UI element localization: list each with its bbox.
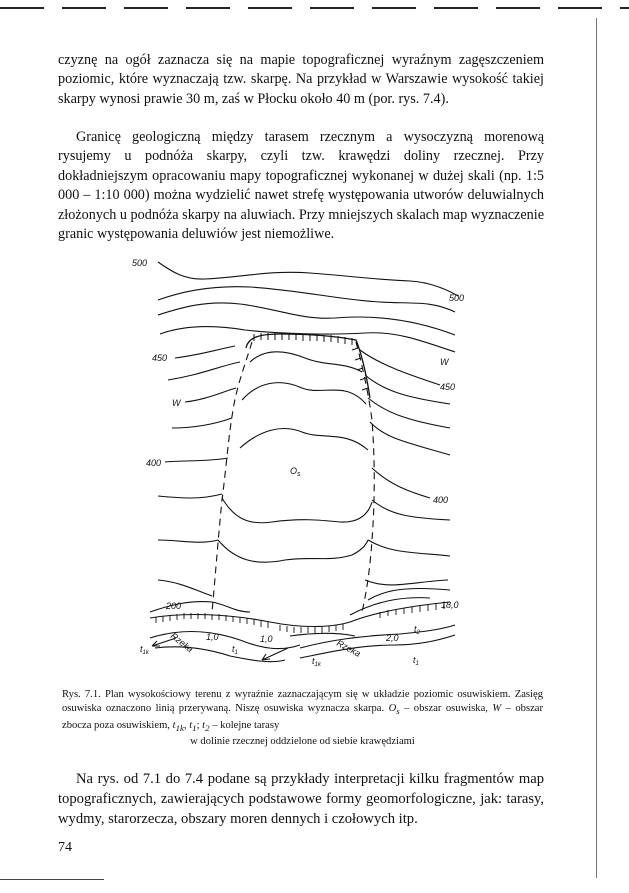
contour-line bbox=[370, 422, 450, 455]
river-bank bbox=[150, 632, 300, 649]
page-number: 74 bbox=[58, 840, 72, 855]
contour-line bbox=[158, 303, 455, 335]
contour-200 bbox=[150, 602, 250, 612]
label-w-right: W bbox=[440, 357, 449, 367]
figure-caption bbox=[62, 688, 543, 749]
contour-line bbox=[365, 580, 448, 585]
contour-line bbox=[365, 375, 450, 404]
paragraph-3: Na rys. od 7.1 do 7.4 podane są przykłady interpretacji kilku fragmentów map topograficznych, zawierających podstawowe formy geomorfologiczne, jak: tarasy, wydmy, starorzecza, obszary moren dennych i czołowych itp. bbox=[58, 771, 544, 828]
contour-line bbox=[158, 580, 212, 596]
caption-os-sub: s bbox=[396, 706, 400, 717]
label-450-right: 450 bbox=[440, 382, 456, 392]
river-bank bbox=[155, 647, 285, 662]
header-rule bbox=[0, 7, 629, 9]
label-2-0: 2,0 bbox=[386, 633, 399, 643]
contour-400-right bbox=[372, 468, 430, 498]
caption-t1-sub: 1 bbox=[192, 722, 197, 733]
scarp-hatching bbox=[254, 333, 368, 390]
label-w-left: W bbox=[172, 398, 181, 408]
label-river-2: Rzeka bbox=[335, 637, 363, 659]
contour-w-left bbox=[185, 388, 236, 402]
terrace-edge-hatching bbox=[156, 603, 444, 633]
label-500-left: 500 bbox=[132, 258, 148, 268]
contour-line bbox=[368, 540, 450, 556]
label-450-left: 450 bbox=[152, 353, 168, 363]
contour-inner bbox=[242, 383, 366, 404]
contour-line bbox=[160, 327, 455, 352]
contour-inner bbox=[240, 429, 368, 450]
caption-t1: t bbox=[189, 719, 193, 731]
contour-line bbox=[368, 398, 450, 428]
contour-line bbox=[172, 418, 232, 428]
label-t1k-b: $t_{1k}$ bbox=[312, 656, 321, 668]
contour-line bbox=[168, 362, 240, 380]
label-1-0-b: 1,0 bbox=[260, 634, 273, 644]
caption-tail: – kolejne tarasy bbox=[209, 719, 280, 731]
caption-t1k-sub: 1k bbox=[175, 722, 184, 733]
contour-450-left bbox=[175, 346, 235, 358]
label-os: $O_s$ bbox=[290, 466, 301, 478]
caption-t1k: t bbox=[172, 719, 176, 731]
landslide-boundary bbox=[212, 342, 374, 612]
contour-450-right bbox=[360, 350, 440, 385]
contour-inner bbox=[218, 540, 368, 562]
river-arrow bbox=[262, 648, 288, 660]
contour-line bbox=[368, 588, 450, 600]
paragraph-1: czyznę na ogół zaznacza się na mapie topograficznej wyraźnym zagęszczeniem poziomic, które wyznaczają tzw. skarpę. Na przykład w Warszawie wysokość takiej skarpy wynosi prawie 30 m, zaś w Płocku około 40 m (por. rys. 7.4). bbox=[58, 52, 544, 107]
contour-line bbox=[158, 540, 218, 542]
paragraph-2: Granicę geologiczną między tarasem rzecznym a wysoczyzną morenową rysujemy u podnóża skarpy, czyli tzw. krawędzi doliny rzecznej. Przy dokładniejszym opracowaniu mapy topograficznej wykonanej w dużej skali (np. 1:5 000 – 1:10 000) można wydzielić nawet strefę występowania utworów deluwialnych złożonych u podnóża skarpy na aluwiach. Przy mniejszych skalach map wyznaczenie granic występowania deluwiów jest niemożliwe. bbox=[58, 129, 544, 243]
label-river-1: Rzeka bbox=[168, 630, 196, 655]
caption-os-desc: – obszar osuwiska, bbox=[399, 703, 493, 715]
river-bank bbox=[300, 635, 455, 658]
caption-sep-2: ; bbox=[196, 719, 203, 731]
contour-400-left bbox=[165, 458, 228, 462]
caption-w: W bbox=[492, 703, 502, 715]
river-arrow bbox=[152, 638, 176, 646]
caption-lead: Rys. 7.1. Plan wysokościowy terenu z wyraźnie zaznaczającym się w układzie poziomic osuwiskiem. Zasięg osuwiska oznaczono linią przerywaną. Niszę osuwiska wyznacza skarpa. bbox=[62, 689, 543, 715]
scarp-line bbox=[246, 334, 370, 398]
caption-sep-1: , bbox=[183, 719, 190, 731]
contour-line bbox=[158, 494, 222, 498]
contour-line bbox=[158, 287, 455, 312]
label-t1-a: $t_1$ bbox=[232, 644, 238, 656]
terrace-edge-lower bbox=[290, 633, 355, 636]
label-1-0-a: 1,0 bbox=[206, 632, 219, 642]
caption-t2-sub: 2 bbox=[205, 722, 210, 733]
contour-line bbox=[372, 500, 450, 520]
contour-inner bbox=[250, 352, 362, 372]
page-edge-line bbox=[596, 18, 597, 878]
label-500-right: 500 bbox=[449, 293, 465, 303]
contour-500 bbox=[158, 262, 458, 296]
river-bank bbox=[300, 625, 455, 648]
label-18-0: 18,0 bbox=[441, 600, 459, 610]
contour-inner bbox=[222, 498, 372, 523]
caption-t2: t bbox=[202, 719, 206, 731]
terrace-edge bbox=[150, 602, 450, 627]
caption-last-line: w dolinie rzecznej oddzielone od siebie krawędziami bbox=[190, 735, 415, 747]
label-t1-b: $t_1$ bbox=[413, 655, 419, 667]
caption-w-desc: – obszar zbocza poza osuwiskiem, bbox=[62, 703, 544, 731]
footer-rule bbox=[0, 879, 104, 880]
contour-line bbox=[350, 598, 430, 615]
label-t1k-a: $t_{1k}$ bbox=[140, 644, 149, 656]
label-400-right: 400 bbox=[433, 495, 449, 505]
label-t2: $t_2$ bbox=[414, 624, 420, 636]
caption-os: O bbox=[388, 703, 397, 715]
label-400-left: 400 bbox=[146, 458, 162, 468]
label-200: 200 bbox=[166, 601, 182, 611]
